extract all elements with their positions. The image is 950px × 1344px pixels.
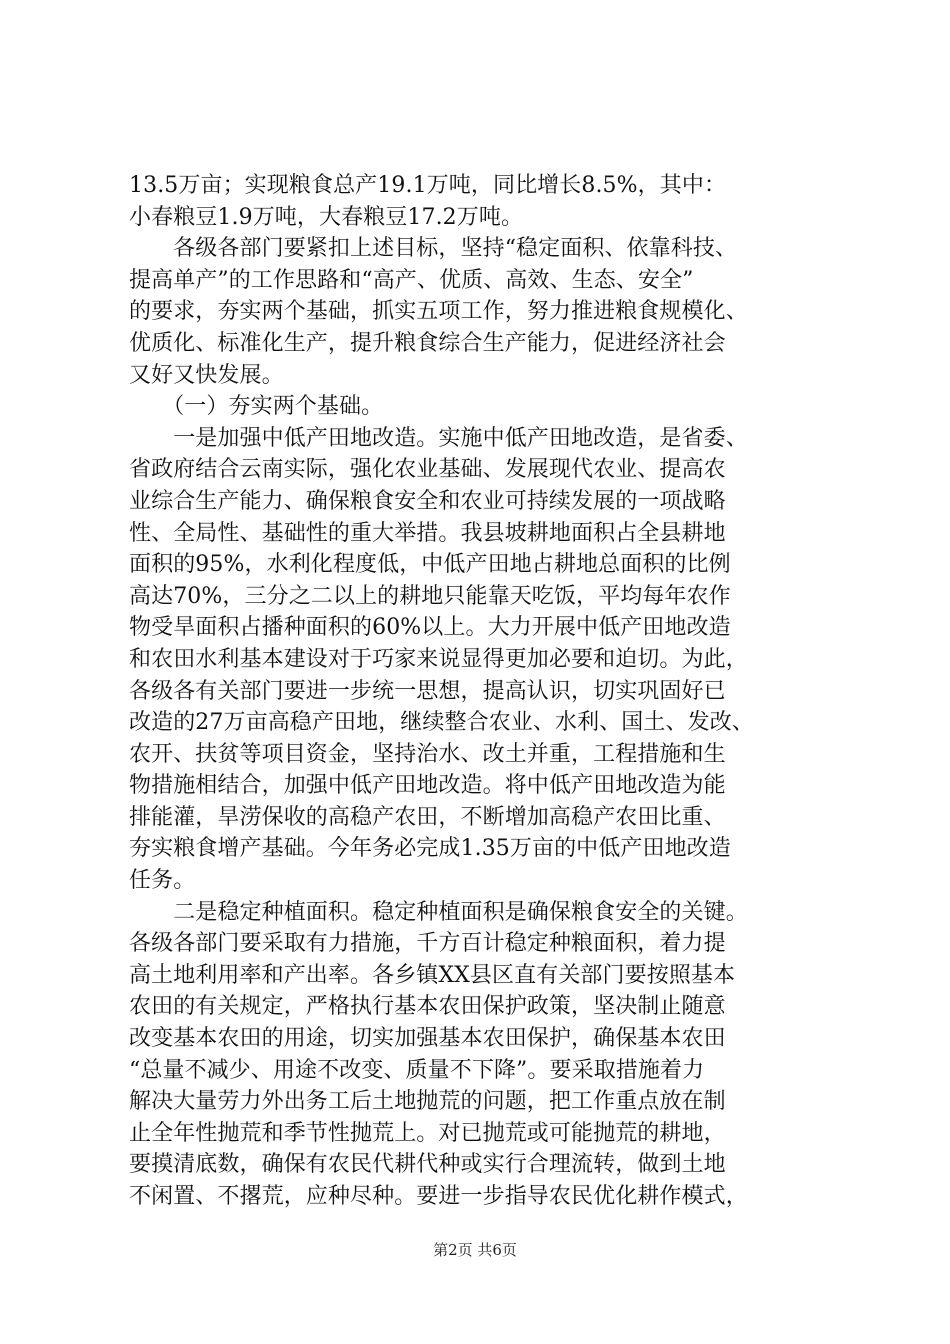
text-line: 改造的27万亩高稳产田地，继续整合农业、水利、国土、发改、 xyxy=(129,710,754,736)
text-line: 物措施相结合，加强中低产田地改造。将中低产田地改造为能 xyxy=(129,773,726,799)
text-line: 任务。 xyxy=(129,868,196,894)
text-line: 排能灌，旱涝保收的高稳产农田，不断增加高稳产农田比重、 xyxy=(129,804,726,830)
text-line: 改变基本农田的用途，切实加强基本农田保护，确保基本农田 xyxy=(129,1026,726,1052)
text-line: （一）夯实两个基础。 xyxy=(129,394,384,420)
text-line: 优质化、标准化生产，提升粮食综合生产能力，促进经济社会 xyxy=(129,330,726,356)
text-line: “总量不减少、用途不改变、质量不下降”。要采取措施着力 xyxy=(129,1057,705,1083)
text-line: 不闲置、不撂荒，应种尽种。要进一步指导农民优化耕作模式， xyxy=(129,1184,748,1209)
text-line: 夯实粮食增产基础。今年务必完成1.35万亩的中低产田地改造 xyxy=(129,836,731,862)
text-line: 农开、扶贫等项目资金，坚持治水、改土并重，工程措施和生 xyxy=(129,741,726,767)
text-line: 农田的有关规定，严格执行基本农田保护政策，坚决制止随意 xyxy=(129,994,726,1020)
text-line: 面积的95%，水利化程度低，中低产田地占耕地总面积的比例 xyxy=(129,552,731,578)
text-line: 又好又快发展。 xyxy=(129,362,284,388)
text-line: 解决大量劳力外出务工后土地抛荒的问题，把工作重点放在制 xyxy=(129,1089,726,1115)
text-line: 要摸清底数，确保有农民代耕代种或实行合理流转，做到土地 xyxy=(129,1152,726,1178)
page-footer: 第2页 共6页 xyxy=(433,1241,517,1259)
body-text xyxy=(129,170,851,1213)
text-line: 各级各有关部门要进一步统一思想，提高认识，切实巩固好已 xyxy=(129,678,726,704)
text-line: 高达70%，三分之二以上的耕地只能靠天吃饭，平均每年农作 xyxy=(129,583,731,609)
text-line: 提高单产”的工作思路和“高产、优质、高效、生态、安全” xyxy=(129,267,694,293)
text-line: 和农田水利基本建设对于巧家来说显得更加必要和迫切。为此， xyxy=(129,646,748,672)
text-line: 省政府结合云南实际，强化农业基础、发展现代农业、提高农 xyxy=(129,457,726,483)
text-line: 二是稳定种植面积。稳定种植面积是确保粮食安全的关键。 xyxy=(129,899,748,925)
text-line: 小春粮豆1.9万吨，大春粮豆17.2万吨。 xyxy=(129,204,524,230)
text-line: 13.5万亩；实现粮食总产19.1万吨，同比增长8.5%，其中： xyxy=(129,173,727,198)
text-line: 各级各部门要采取有力措施，千方百计稳定种粮面积，着力提 xyxy=(129,931,726,957)
text-line: 的要求，夯实两个基础，抓实五项工作，努力推进粮食规模化、 xyxy=(129,299,748,325)
text-line: 性、全局性、基础性的重大举措。我县坡耕地面积占全县耕地 xyxy=(129,520,726,546)
text-line: 止全年性抛荒和季节性抛荒上。对已抛荒或可能抛荒的耕地， xyxy=(129,1120,726,1146)
text-line: 一是加强中低产田地改造。实施中低产田地改造，是省委、 xyxy=(129,425,748,451)
text-line: 业综合生产能力、确保粮食安全和农业可持续发展的一项战略 xyxy=(129,488,726,514)
text-line: 物受旱面积占播种面积的60%以上。大力开展中低产田地改造 xyxy=(129,615,731,641)
text-line: 高土地利用率和产出率。各乡镇XX县区直有关部门要按照基本 xyxy=(129,962,736,988)
text-line: 各级各部门要紧扣上述目标，坚持“稳定面积、依靠科技、 xyxy=(129,236,738,262)
